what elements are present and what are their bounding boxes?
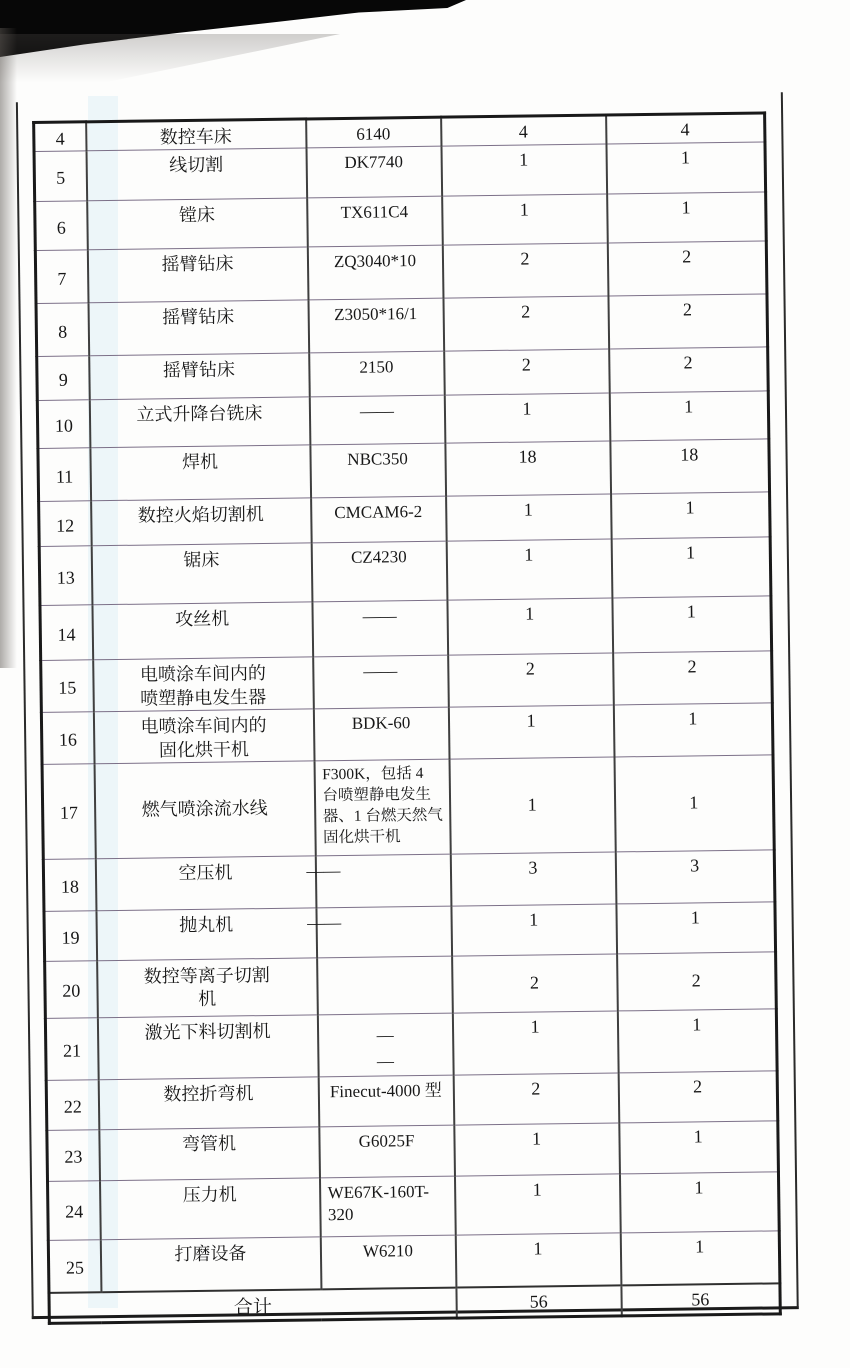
quantity-1: 1 (454, 1174, 620, 1235)
quantity-2: 1 (617, 1009, 777, 1073)
quantity-1: 1 (449, 757, 615, 854)
quantity-2: 2 (617, 952, 777, 1011)
quantity-1: 3 (450, 852, 616, 906)
quantity-1: 1 (444, 393, 610, 443)
quantity-2: 1 (613, 703, 773, 757)
total-label: 合计 (49, 1288, 456, 1324)
table-row (42, 755, 774, 860)
equipment-model: Z3050*16/1 (308, 299, 444, 354)
equipment-model: W6210 (320, 1235, 456, 1290)
row-number: 22 (46, 1079, 99, 1130)
equipment-name: 锯床 (91, 543, 312, 605)
equipment-name: 电喷涂车间内的 固化烘干机 (93, 709, 314, 764)
row-number: 15 (41, 660, 94, 712)
table-row (45, 952, 777, 1019)
equipment-name: 摇臂钻床 (87, 247, 308, 303)
quantity-2: 2 (613, 651, 773, 705)
quantity-2: 1 (619, 1120, 779, 1173)
row-number: 23 (47, 1129, 100, 1181)
table-row (48, 1230, 780, 1293)
equipment-model: —— (312, 601, 448, 658)
quantity-1: 1 (452, 1011, 618, 1075)
quantity-2: 18 (610, 439, 770, 494)
table-row (48, 1171, 780, 1240)
equipment-name: 镗床 (87, 198, 308, 250)
quantity-1: 1 (448, 705, 614, 759)
equipment-model: BDK-60 (313, 707, 449, 761)
equipment-model: —— (309, 396, 445, 446)
equipment-name: 攻丝机 (92, 602, 313, 660)
quantity-2: 1 (614, 755, 774, 852)
row-number: 6 (35, 201, 88, 251)
row-number: 14 (40, 605, 93, 661)
quantity-1: 2 (442, 243, 608, 298)
quantity-1: 2 (448, 653, 614, 707)
equipment-model: DK7740 (306, 147, 442, 199)
row-number: 10 (37, 400, 90, 449)
quantity-2: 3 (615, 850, 775, 904)
quantity-1: 1 (447, 598, 613, 655)
equipment-name: 摇臂钻床 (88, 300, 309, 356)
equipment-model: CZ4230 (311, 542, 447, 603)
quantity-1: 1 (454, 1123, 620, 1176)
row-number: 12 (39, 501, 92, 547)
equipment-name: 电喷涂车间内的 喷塑静电发生器 (93, 657, 314, 712)
table-row (41, 651, 773, 712)
quantity-2: 2 (607, 241, 767, 296)
equipment-name: 线切割 (86, 148, 307, 201)
row-number: 18 (43, 859, 96, 912)
equipment-name: 数控火焰切割机 (91, 498, 312, 546)
equipment-model: WE67K-160T- 320 (319, 1176, 455, 1237)
quantity-1: 2 (452, 954, 618, 1013)
quantity-2: 2 (618, 1070, 778, 1122)
table-row (36, 294, 768, 357)
quantity-2: 1 (607, 192, 767, 243)
row-number: 25 (48, 1239, 101, 1293)
table-row (40, 596, 772, 661)
quantity-2: 1 (611, 537, 771, 598)
row-number: 8 (36, 303, 89, 357)
quantity-1: 2 (453, 1073, 619, 1125)
quantity-1: 2 (444, 349, 610, 395)
equipment-model: —— (313, 656, 449, 710)
quantity-1: 1 (442, 194, 608, 245)
row-number: 9 (37, 356, 90, 401)
row-number: 17 (42, 764, 95, 860)
quantity-1: 1 (446, 539, 612, 600)
quantity-2: 1 (606, 142, 766, 194)
quantity-2: 1 (611, 492, 771, 539)
quantity-1: 1 (451, 904, 617, 956)
equipment-table-body (34, 113, 780, 1293)
quantity-2: 1 (619, 1171, 779, 1232)
table-row (45, 1009, 777, 1080)
table-row (43, 850, 775, 912)
row-number: 16 (41, 712, 94, 764)
total-quantity-1: 56 (456, 1286, 621, 1319)
equipment-name: 摇臂钻床 (89, 353, 310, 400)
table-row (41, 703, 773, 764)
row-number: 5 (34, 151, 87, 202)
quantity-2: 2 (609, 347, 769, 393)
equipment-model: 6140 (306, 117, 441, 148)
equipment-name: 打磨设备 (100, 1236, 321, 1292)
quantity-2: 1 (620, 1230, 780, 1285)
quantity-2: 1 (609, 391, 769, 441)
equipment-model: — — (317, 1013, 453, 1076)
quantity-1: 4 (441, 115, 606, 147)
row-number: 20 (45, 961, 98, 1019)
quantity-1: 1 (441, 144, 607, 196)
equipment-model (317, 956, 453, 1015)
equipment-table (32, 111, 782, 1325)
equipment-model: ZQ3040*10 (307, 246, 443, 301)
equipment-name: 立式升降台铣床 (89, 397, 310, 448)
equipment-name: 空压机 (95, 856, 316, 911)
equipment-name: 数控等离子切割 机 (97, 958, 318, 1018)
equipment-name: 燃气喷涂流水线 (94, 761, 315, 859)
row-number: 4 (55, 128, 65, 149)
equipment-model: F300K，包括 4 台喷塑静电发生 器、1 台燃天然气 固化烘干机 (314, 759, 450, 856)
table-row (35, 241, 767, 304)
quantity-2: 2 (608, 294, 768, 349)
equipment-name: 弯管机 (99, 1127, 320, 1181)
quantity-1: 2 (443, 296, 609, 351)
equipment-model: —— (315, 854, 451, 908)
equipment-model: NBC350 (310, 444, 446, 499)
equipment-name: 焊机 (90, 445, 311, 501)
equipment-name: 数控折弯机 (98, 1077, 319, 1130)
equipment-model: TX611C4 (307, 197, 443, 248)
equipment-model: Finecut-4000 型 (318, 1075, 454, 1127)
equipment-model: —— (316, 906, 452, 958)
equipment-model: CMCAM6-2 (311, 497, 447, 544)
equipment-name: 抛丸机 (96, 908, 317, 961)
table-row (38, 439, 770, 502)
quantity-1: 1 (446, 494, 612, 541)
total-quantity-2: 56 (621, 1283, 780, 1316)
equipment-name: 压力机 (99, 1177, 320, 1239)
equipment-name: 数控车床 (86, 119, 306, 151)
row-number: 13 (39, 546, 92, 606)
quantity-2: 1 (616, 902, 776, 954)
quantity-2: 1 (612, 596, 772, 653)
table-row (39, 537, 771, 606)
row-number: 24 (48, 1180, 101, 1240)
row-number: 11 (38, 448, 91, 502)
row-number: 7 (35, 250, 88, 304)
equipment-model: G6025F (319, 1125, 455, 1178)
equipment-model: 2150 (309, 352, 445, 398)
equipment-name: 激光下料切割机 (97, 1015, 318, 1080)
quantity-1: 18 (445, 441, 611, 496)
quantity-2: 4 (606, 113, 765, 144)
quantity-1: 1 (455, 1233, 621, 1288)
row-number: 21 (45, 1018, 98, 1080)
row-number: 19 (44, 911, 97, 962)
